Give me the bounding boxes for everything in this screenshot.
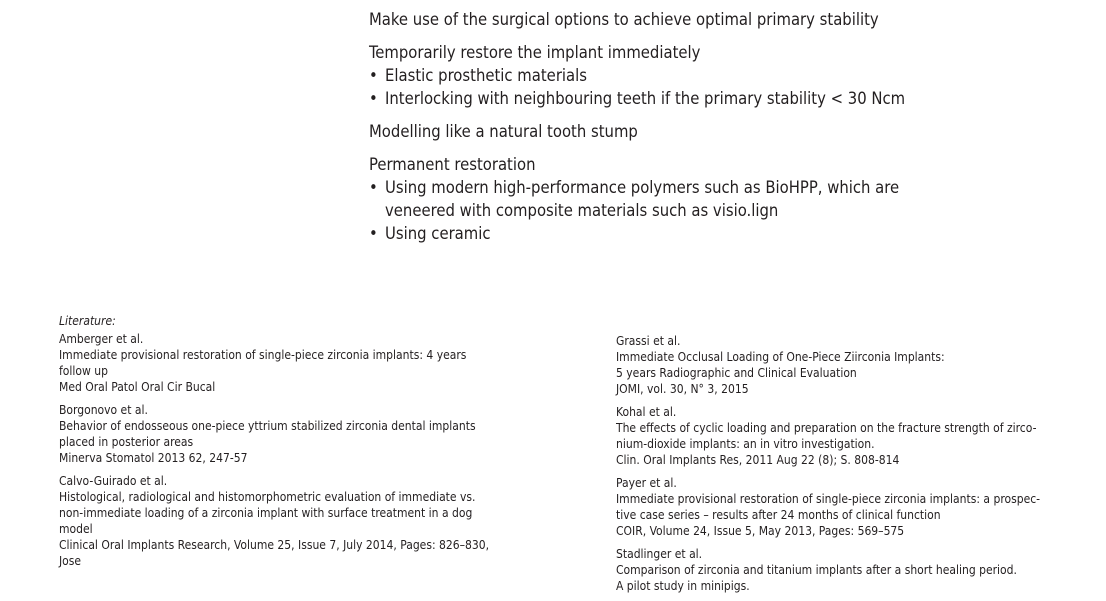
reference-line: Clin. Oral Implants Res, 2011 Aug 22 (8); S. 808-814	[616, 453, 900, 467]
reference-line: 5 years Radiographic and Clinical Evaluation	[616, 366, 857, 380]
bullet-icon: •	[369, 89, 378, 108]
reference-author: Grassi et al.	[616, 334, 681, 348]
bullet-item	[369, 176, 929, 222]
reference	[616, 333, 1056, 397]
reference	[616, 546, 1056, 594]
bullet-list	[369, 64, 929, 110]
reference-author: Borgonovo et al.	[59, 403, 148, 417]
reference-author: Amberger et al.	[59, 332, 144, 346]
reference	[616, 475, 1056, 539]
main-block	[369, 120, 929, 143]
bullet-text: Using modern high-performance polymers such as BioHPP, which are	[385, 178, 900, 197]
bullet-icon: •	[369, 178, 378, 197]
main-block	[369, 41, 929, 110]
bullet-item	[369, 64, 929, 87]
bullet-text: Interlocking with neighbouring teeth if the primary stability < 30 Ncm	[385, 89, 906, 108]
literature-left-column	[59, 313, 519, 576]
reference-line: nium-dioxide implants: an in vitro investigation.	[616, 437, 875, 451]
main-text	[369, 8, 929, 255]
bullet-text: Elastic prosthetic materials	[385, 66, 587, 85]
literature-right-column	[616, 333, 1056, 601]
reference	[59, 473, 519, 569]
reference	[59, 331, 519, 395]
reference-line: Immediate provisional restoration of single-piece zirconia implants: 4 years	[59, 348, 467, 362]
reference-author: Kohal et al.	[616, 405, 677, 419]
bullet-text: Using ceramic	[385, 224, 491, 243]
reference-line: A pilot study in minipigs.	[616, 579, 750, 593]
reference-line: model	[59, 522, 93, 536]
bullet-item	[369, 222, 929, 245]
reference-line: Behavior of endosseous one-piece yttrium stabilized zirconia dental implants	[59, 419, 476, 433]
reference-line: Immediate Occlusal Loading of One-Piece Ziirconia Implants:	[616, 350, 945, 364]
reference-author: Payer et al.	[616, 476, 677, 490]
main-heading: Permanent restoration	[369, 155, 536, 174]
main-heading: Temporarily restore the implant immediately	[369, 43, 701, 62]
reference-line: Med Oral Patol Oral Cir Bucal	[59, 380, 216, 394]
reference-author: Calvo-Guirado et al.	[59, 474, 168, 488]
reference-line: COIR, Volume 24, Issue 5, May 2013, Pages: 569–575	[616, 524, 905, 538]
literature-label: Literature:	[59, 314, 116, 328]
reference-line: Immediate provisional restoration of single-piece zirconia implants: a prospec-	[616, 492, 1041, 506]
reference-line: JOMI, vol. 30, N° 3, 2015	[616, 382, 749, 396]
reference	[616, 404, 1056, 468]
bullet-icon: •	[369, 224, 378, 243]
main-heading: Make use of the surgical options to achieve optimal primary stability	[369, 10, 879, 29]
reference-line: Histological, radiological and histomorphometric evaluation of immediate vs.	[59, 490, 476, 504]
reference-line: Jose	[59, 554, 82, 568]
reference-line: Minerva Stomatol 2013 62, 247-57	[59, 451, 248, 465]
main-heading: Modelling like a natural tooth stump	[369, 122, 638, 141]
main-block	[369, 8, 929, 31]
reference-line: Clinical Oral Implants Research, Volume 25, Issue 7, July 2014, Pages: 826–830,	[59, 538, 490, 552]
reference-line: placed in posterior areas	[59, 435, 194, 449]
bullet-item	[369, 87, 929, 110]
reference-line: non-immediate loading of a zirconia implant with surface treatment in a dog	[59, 506, 473, 520]
reference-line: The effects of cyclic loading and preparation on the fracture strength of zirco-	[616, 421, 1037, 435]
bullet-text: veneered with composite materials such as visio.lign	[385, 201, 779, 220]
bullet-list	[369, 176, 929, 245]
reference-author: Stadlinger et al.	[616, 547, 703, 561]
reference	[59, 402, 519, 466]
reference-line: follow up	[59, 364, 108, 378]
main-block	[369, 153, 929, 245]
bullet-icon: •	[369, 66, 378, 85]
reference-line: tive case series – results after 24 months of clinical function	[616, 508, 941, 522]
reference-line: Comparison of zirconia and titanium implants after a short healing period.	[616, 563, 1017, 577]
